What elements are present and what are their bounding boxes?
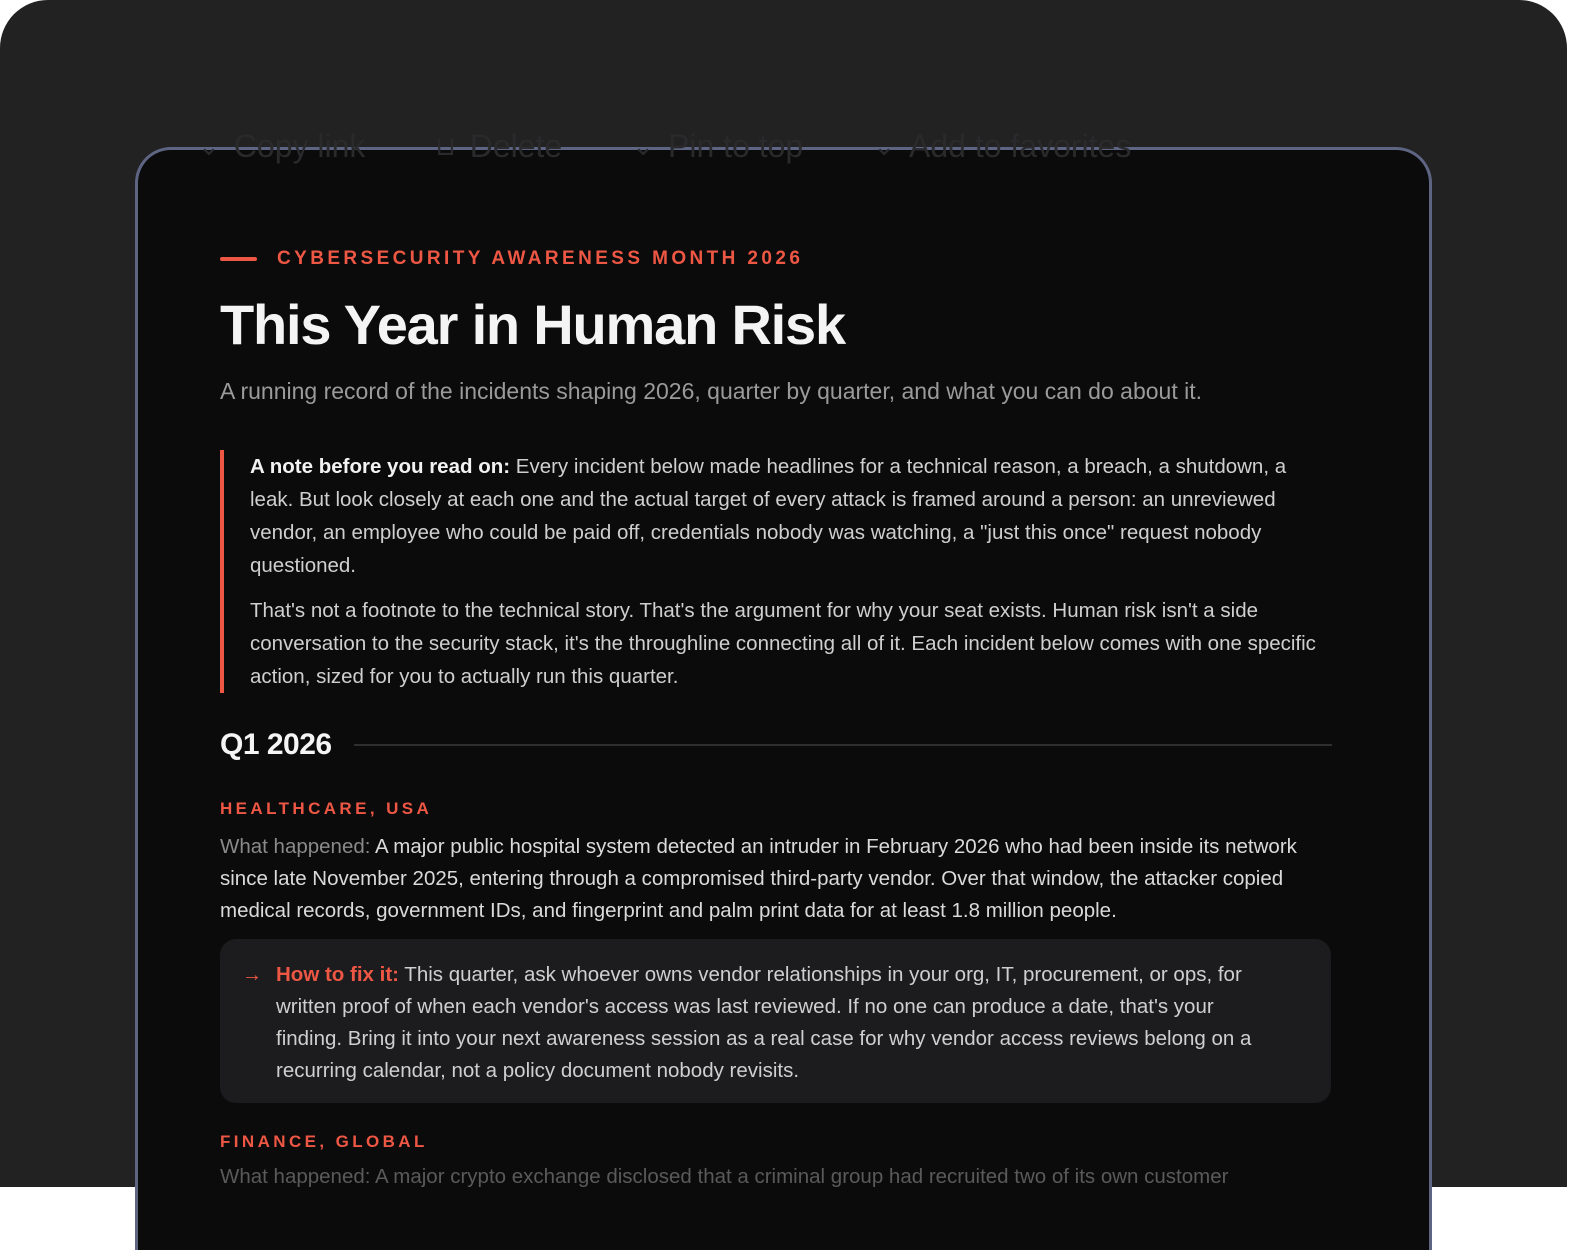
menu-item-favorites [873, 128, 1131, 165]
quarter-divider [354, 744, 1332, 746]
incident-description-truncated [220, 1165, 1228, 1189]
quarter-title: Q1 2026 [220, 728, 332, 761]
what-happened-text: A major crypto exchange disclosed that a criminal group had recruited two of its own customer [370, 1165, 1229, 1188]
how-to-fix-callout [220, 939, 1331, 1103]
note-text: Every incident below made headlines for a technical reason, a breach, a shutdown, a leak. But look closely at each one and the actual target of every attack is framed around a person: an unreviewed vendor, an employee who could be paid off, credentials nobody was watching, a "just this once" request nobody questioned. [250, 455, 1287, 577]
note-lead: A note before you read on: [250, 455, 511, 478]
eyebrow-rule [220, 257, 257, 261]
menu-item-label: Copy link [233, 128, 366, 164]
menu-item-label: Delete [469, 128, 563, 164]
menu-item-label: Pin to top [668, 128, 804, 164]
incident-description [220, 831, 1332, 927]
what-happened-label: What happened: [220, 1165, 371, 1188]
how-to-fix-text: This quarter, ask whoever owns vendor relationships in your org, IT, procurement, or ops, for written proof of when each vendor's access was last reviewed. If no one can produce a date, that's your finding. Bring it into your next awareness session as a real case for why vendor access reviews belong on a recurring calendar, not a policy document nobody revisits. [276, 963, 1252, 1082]
eyebrow [220, 248, 803, 270]
menu-item-delete [435, 128, 562, 165]
pin-icon: ⌄ [632, 131, 654, 161]
quarter-header [220, 728, 1332, 762]
menu-item-pin [632, 128, 803, 165]
how-to-fix-label: How to fix it: [276, 963, 399, 986]
eyebrow-text: CYBERSECURITY AWARENESS MONTH 2026 [277, 248, 804, 269]
incident-label: HEALTHCARE, USA [220, 799, 433, 818]
what-happened-text: A major public hospital system detected an intruder in February 2026 who had been inside its network since late November 2025, entering through a compromised third-party vendor. Over that window, the attacker copied medical records, government IDs, and fingerprint and palm print data for at least 1.8 million people. [220, 835, 1297, 922]
incident-label: FINANCE, GLOBAL [220, 1132, 428, 1151]
note-paragraph-1 [250, 450, 1330, 582]
page-subtitle: A running record of the incidents shaping 2026, quarter by quarter, and what you can do about it. [220, 378, 1202, 404]
menu-item-label: Add to favorites [909, 128, 1132, 164]
fix-text-block [276, 959, 1281, 1087]
trash-icon: ⊔ [435, 131, 456, 161]
note-paragraph-2: That's not a footnote to the technical story. That's the argument for why your seat exists. Human risk isn't a side conversation to the security stack, it's the throughline connecting all of it. Each incident below comes with one specific action, sized for you to actually run this quarter. [250, 599, 1316, 688]
star-icon: ⌄ [873, 131, 895, 161]
copy-icon: ⌄ [198, 131, 220, 161]
what-happened-label: What happened: [220, 835, 371, 858]
arrow-right-icon: → [242, 964, 262, 986]
intro-note [220, 450, 1330, 693]
article-card [135, 128, 1432, 1250]
context-menu-behind [198, 128, 1131, 165]
page-title: This Year in Human Risk [220, 293, 845, 356]
menu-item-copy-link [198, 128, 365, 165]
